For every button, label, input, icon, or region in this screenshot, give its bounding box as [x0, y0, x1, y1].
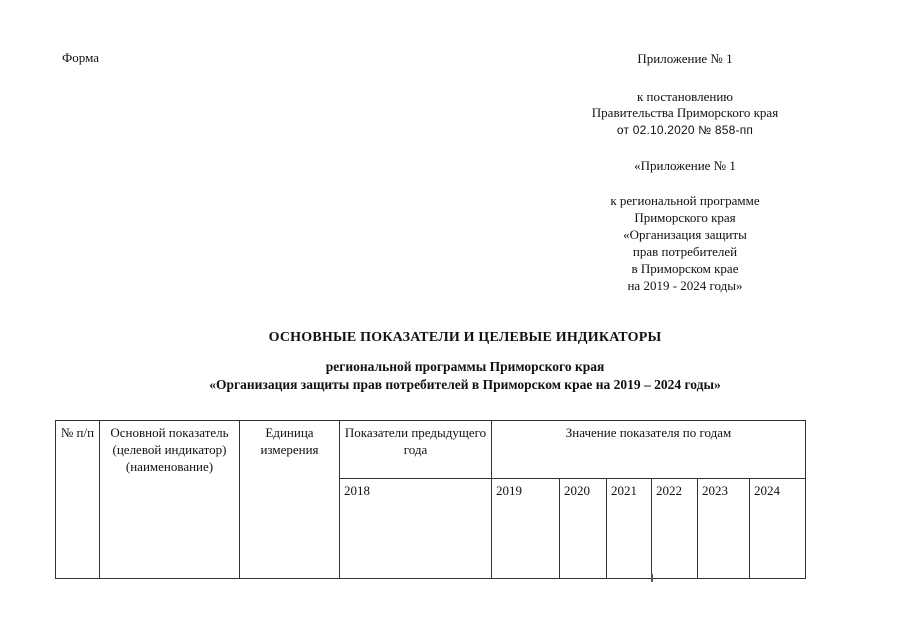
document-subtitle: [100, 358, 830, 394]
header-indicator: Основной показатель (целевой индикатор) (наименование): [100, 421, 240, 579]
program-line-5: в Приморском крае: [631, 261, 739, 276]
decree-line-1: к постановлению: [636, 89, 734, 104]
year-cell: 2020: [560, 479, 607, 579]
program-line-3: «Организация защиты: [623, 227, 747, 242]
year-cell: 2023: [698, 479, 750, 579]
program-line-1: к региональной программе: [610, 193, 760, 208]
subtitle-line-2: «Организация защиты прав потребителей в Приморском крае на 2019 – 2024 годы»: [209, 377, 721, 392]
appendix-subtitle: «Приложение № 1: [634, 158, 736, 173]
year-cell: 2024: [750, 479, 806, 579]
year-cell: 2021: [607, 479, 652, 579]
program-line-6: на 2019 - 2024 годы»: [627, 278, 743, 293]
appendix-title: Приложение № 1: [637, 51, 733, 66]
program-line-4: прав потребителей: [632, 244, 738, 259]
year-cell: 2018: [340, 479, 492, 579]
document-title: ОСНОВНЫЕ ПОКАЗАТЕЛИ И ЦЕЛЕВЫЕ ИНДИКАТОРЫ: [268, 330, 662, 345]
scan-artifact: [651, 574, 653, 582]
header-values-by-year: Значение показателя по годам: [492, 421, 806, 479]
header-unit: Единица измерения: [240, 421, 340, 579]
year-cell: 2022: [652, 479, 698, 579]
form-label: Форма: [62, 50, 99, 65]
header-number: № п/п: [56, 421, 100, 579]
year-cell: 2019: [492, 479, 560, 579]
indicators-table: [55, 420, 806, 579]
decree-line-3: от 02.10.2020 № 858-пп: [616, 123, 754, 137]
decree-line-2: Правительства Приморского края: [591, 105, 779, 120]
header-previous-year: Показатели предыдущего года: [340, 421, 492, 479]
subtitle-line-1: региональной программы Приморского края: [325, 359, 605, 374]
program-line-2: Приморского края: [634, 210, 736, 225]
